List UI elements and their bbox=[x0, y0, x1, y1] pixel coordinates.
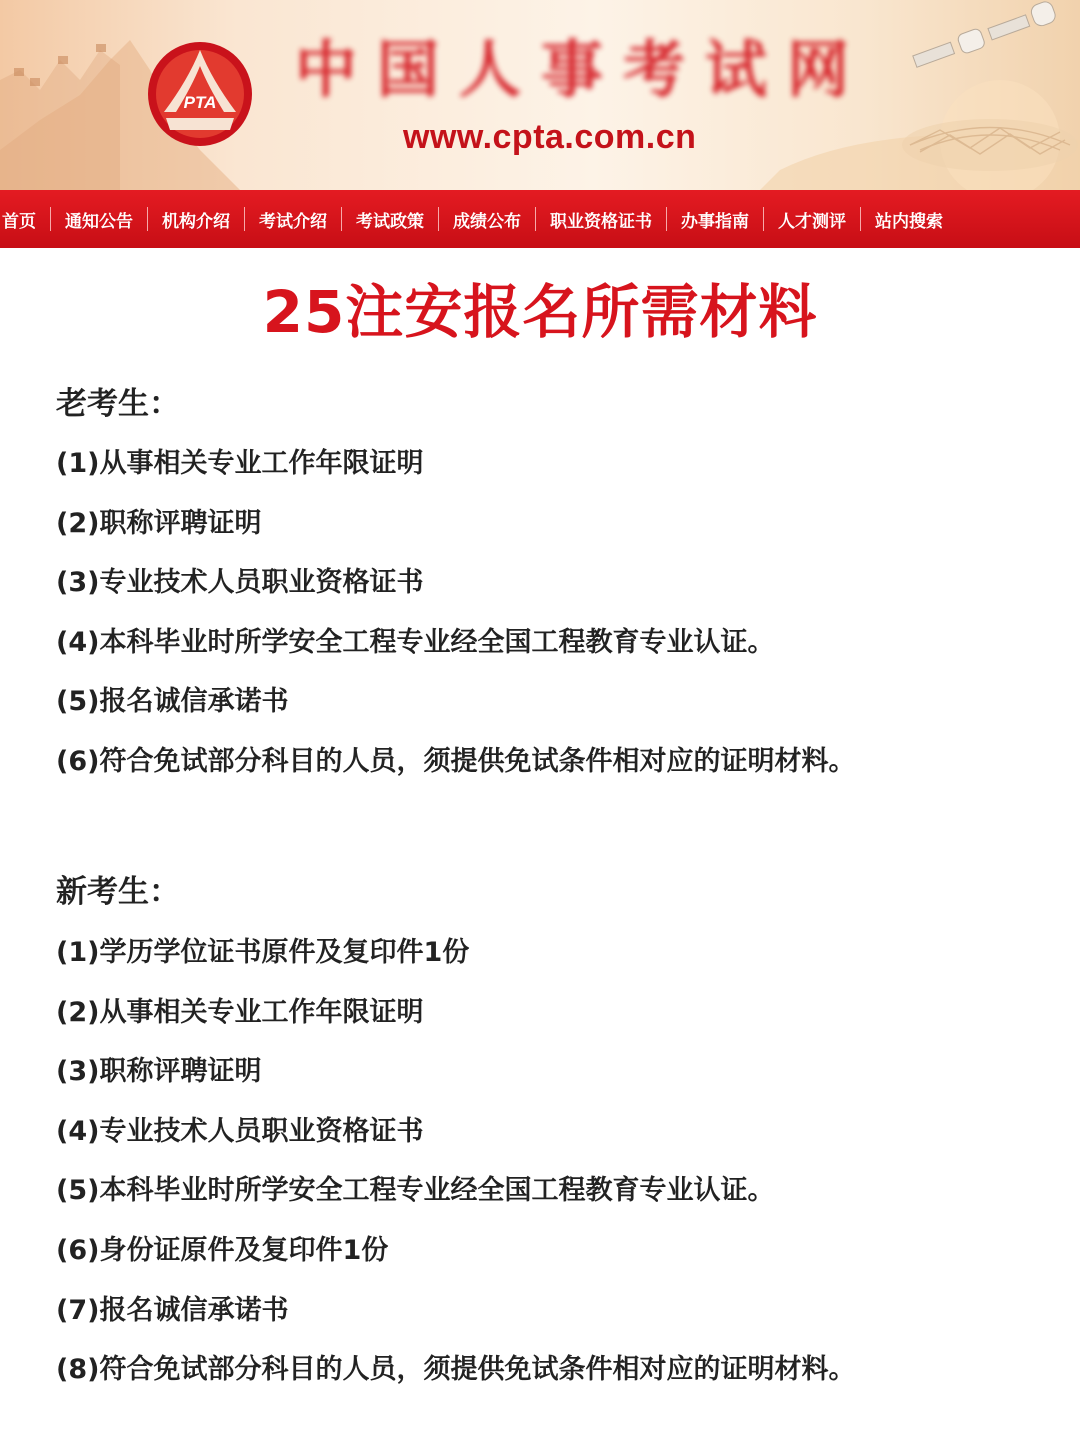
section-heading-new: 新考生： bbox=[56, 874, 180, 910]
list-item: (2)职称评聘证明 bbox=[56, 507, 262, 539]
site-name-char: 人 bbox=[458, 33, 521, 106]
list-item: (3)职称评聘证明 bbox=[56, 1056, 262, 1088]
nav-divider bbox=[860, 207, 861, 231]
list-item: (6)符合免试部分科目的人员，须提供免试条件相对应的证明材料。 bbox=[56, 745, 856, 777]
list-item: (4)专业技术人员职业资格证书 bbox=[56, 1115, 424, 1147]
nav-item-exams[interactable]: 考试介绍 bbox=[259, 211, 327, 232]
nav-divider bbox=[50, 207, 51, 231]
pta-logo bbox=[146, 40, 254, 148]
site-name-char: 网 bbox=[786, 33, 849, 106]
materials-list-new bbox=[56, 933, 855, 1410]
materials-list-returning bbox=[56, 444, 855, 802]
section-heading-returning: 老考生： bbox=[56, 386, 180, 422]
nav-divider bbox=[438, 207, 439, 231]
page-title: 25注安报名所需材料 bbox=[262, 278, 818, 346]
site-name-char: 事 bbox=[540, 33, 603, 106]
nav-divider bbox=[666, 207, 667, 231]
nav-divider bbox=[763, 207, 764, 231]
nav-item-notices[interactable]: 通知公告 bbox=[65, 211, 133, 232]
list-item: (3)专业技术人员职业资格证书 bbox=[56, 567, 424, 599]
nav-item-certificates[interactable]: 职业资格证书 bbox=[550, 211, 652, 232]
list-item: (5)报名诚信承诺书 bbox=[56, 686, 289, 718]
nav-item-search[interactable]: 站内搜索 bbox=[875, 211, 943, 232]
nav-item-assessment[interactable]: 人才测评 bbox=[778, 211, 846, 232]
nav-item-guide[interactable]: 办事指南 bbox=[681, 211, 749, 232]
nav-item-about[interactable]: 机构介绍 bbox=[162, 211, 230, 232]
list-item: (5)本科毕业时所学安全工程专业经全国工程教育专业认证。 bbox=[56, 1175, 775, 1207]
nav-divider bbox=[244, 207, 245, 231]
list-item: (4)本科毕业时所学安全工程专业经全国工程教育专业认证。 bbox=[56, 626, 775, 658]
main-nav bbox=[0, 190, 1080, 248]
nav-item-scores[interactable]: 成绩公布 bbox=[453, 211, 521, 232]
nav-divider bbox=[341, 207, 342, 231]
list-item: (6)身份证原件及复印件1份 bbox=[56, 1234, 389, 1266]
list-item: (2)从事相关专业工作年限证明 bbox=[56, 996, 424, 1028]
site-name-blurred bbox=[292, 32, 852, 108]
site-name-char: 考 bbox=[622, 33, 685, 106]
list-item: (7)报名诚信承诺书 bbox=[56, 1294, 289, 1326]
nav-item-policy[interactable]: 考试政策 bbox=[356, 211, 424, 232]
logo-text: PTA bbox=[183, 93, 217, 112]
list-item: (8)符合免试部分科目的人员，须提供免试条件相对应的证明材料。 bbox=[56, 1354, 856, 1386]
satellite-illustration bbox=[900, 0, 1075, 70]
list-item: (1)从事相关专业工作年限证明 bbox=[56, 448, 424, 479]
list-item: (1)学历学位证书原件及复印件1份 bbox=[56, 937, 470, 968]
header-banner bbox=[0, 0, 1080, 190]
stadium-illustration bbox=[880, 90, 1080, 185]
site-name-char: 国 bbox=[376, 33, 439, 106]
nav-divider bbox=[147, 207, 148, 231]
nav-divider bbox=[535, 207, 536, 231]
nav-item-home[interactable]: 首页 bbox=[2, 211, 36, 232]
site-name-char: 试 bbox=[704, 33, 767, 106]
site-name-char: 中 bbox=[294, 33, 357, 106]
site-url[interactable]: www.cpta.com.cn bbox=[403, 118, 697, 156]
